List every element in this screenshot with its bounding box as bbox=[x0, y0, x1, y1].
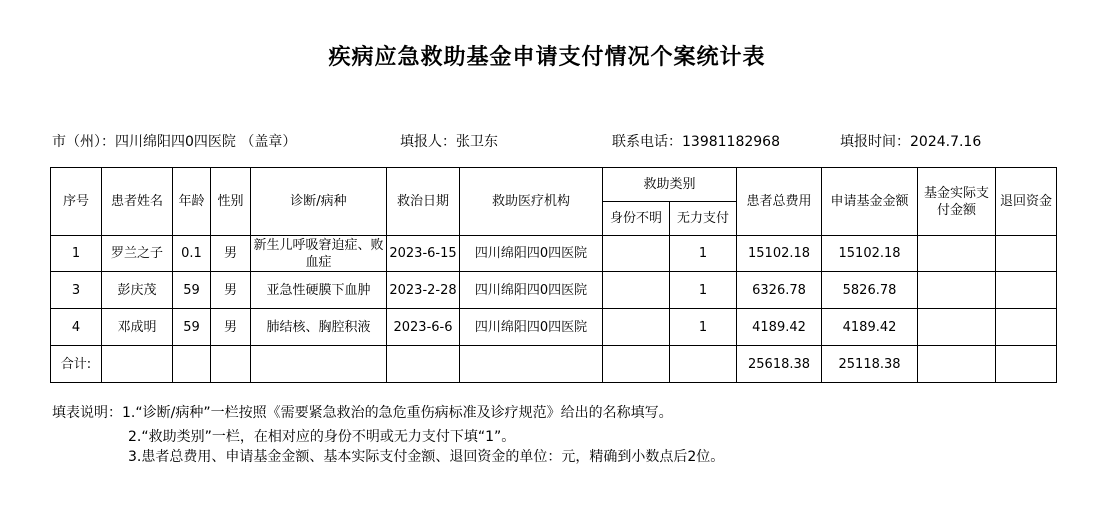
total-fund-applied: 25118.38 bbox=[822, 346, 918, 383]
reporter-info: 填报人：张卫东 bbox=[400, 134, 498, 150]
cell-seq: 4 bbox=[51, 309, 102, 346]
header-unable-pay: 无力支付 bbox=[670, 202, 737, 236]
cell-refund bbox=[996, 309, 1057, 346]
header-unknown-identity: 身份不明 bbox=[603, 202, 670, 236]
header-age: 年龄 bbox=[173, 168, 211, 236]
cell-institution: 四川绵阳四0四医院 bbox=[460, 236, 603, 272]
cell-sex: 男 bbox=[211, 236, 251, 272]
cell-unknown-identity bbox=[603, 309, 670, 346]
cell-fund-applied: 15102.18 bbox=[822, 236, 918, 272]
cell-age: 59 bbox=[173, 272, 211, 309]
cell-sex: 男 bbox=[211, 272, 251, 309]
table-row bbox=[51, 309, 1057, 346]
cell-sex: 男 bbox=[211, 309, 251, 346]
cell-fund-actual bbox=[918, 236, 996, 272]
cell-seq: 1 bbox=[51, 236, 102, 272]
cell-name: 罗兰之子 bbox=[102, 236, 173, 272]
table-row bbox=[51, 272, 1057, 309]
cell-unknown-identity bbox=[603, 272, 670, 309]
header-row-top bbox=[51, 168, 1057, 202]
header-sex: 性别 bbox=[211, 168, 251, 236]
cell-name: 邓成明 bbox=[102, 309, 173, 346]
total-cost: 25618.38 bbox=[737, 346, 822, 383]
cell-unable-pay: 1 bbox=[670, 236, 737, 272]
header-institution: 救助医疗机构 bbox=[460, 168, 603, 236]
cell-fund-actual bbox=[918, 272, 996, 309]
case-statistics-table bbox=[50, 167, 1057, 383]
header-total-cost: 患者总费用 bbox=[737, 168, 822, 236]
note-3: 3.患者总费用、申请基金金额、基本实际支付金额、退回资金的单位：元，精确到小数点后2位。 bbox=[128, 449, 725, 465]
cell-institution: 四川绵阳四0四医院 bbox=[460, 309, 603, 346]
cell-diagnosis: 新生儿呼吸窘迫症、败血症 bbox=[251, 236, 387, 272]
document-title: 疾病应急救助基金申请支付情况个案统计表 bbox=[328, 44, 766, 70]
header-fund-actual: 基金实际支付金额 bbox=[918, 168, 996, 236]
header-diagnosis: 诊断/病种 bbox=[251, 168, 387, 236]
cell-refund bbox=[996, 236, 1057, 272]
header-refund: 退回资金 bbox=[996, 168, 1057, 236]
cell-age: 59 bbox=[173, 309, 211, 346]
cell-seq: 3 bbox=[51, 272, 102, 309]
cell-date: 2023-6-15 bbox=[387, 236, 460, 272]
cell-age: 0.1 bbox=[173, 236, 211, 272]
cell-total-cost: 4189.42 bbox=[737, 309, 822, 346]
cell-total-cost: 6326.78 bbox=[737, 272, 822, 309]
cell-fund-applied: 5826.78 bbox=[822, 272, 918, 309]
city-hospital-info: 市（州）：四川绵阳四0四医院 （盖章） bbox=[52, 134, 297, 150]
cell-fund-actual bbox=[918, 309, 996, 346]
header-fund-applied: 申请基金金额 bbox=[822, 168, 918, 236]
cell-fund-applied: 4189.42 bbox=[822, 309, 918, 346]
cell-date: 2023-6-6 bbox=[387, 309, 460, 346]
note-1: 填表说明：1.“诊断/病种”一栏按照《需要紧急救治的急危重伤病标准及诊疗规范》给出的名称填写。 bbox=[52, 405, 673, 421]
cell-institution: 四川绵阳四0四医院 bbox=[460, 272, 603, 309]
cell-diagnosis: 亚急性硬膜下血肿 bbox=[251, 272, 387, 309]
cell-diagnosis: 肺结核、胸腔积液 bbox=[251, 309, 387, 346]
cell-total-cost: 15102.18 bbox=[737, 236, 822, 272]
cell-date: 2023-2-28 bbox=[387, 272, 460, 309]
cell-unable-pay: 1 bbox=[670, 272, 737, 309]
note-2: 2.“救助类别”一栏，在相对应的身份不明或无力支付下填“1”。 bbox=[128, 429, 516, 445]
total-label: 合计: bbox=[51, 346, 102, 383]
cell-unknown-identity bbox=[603, 236, 670, 272]
header-seq: 序号 bbox=[51, 168, 102, 236]
cell-unable-pay: 1 bbox=[670, 309, 737, 346]
phone-info: 联系电话：13981182968 bbox=[612, 134, 780, 150]
cell-refund bbox=[996, 272, 1057, 309]
header-name: 患者姓名 bbox=[102, 168, 173, 236]
header-category: 救助类别 bbox=[603, 168, 737, 202]
report-date-info: 填报时间：2024.7.16 bbox=[840, 134, 982, 150]
header-date: 救治日期 bbox=[387, 168, 460, 236]
total-row bbox=[51, 346, 1057, 383]
cell-name: 彭庆茂 bbox=[102, 272, 173, 309]
table-row bbox=[51, 236, 1057, 272]
